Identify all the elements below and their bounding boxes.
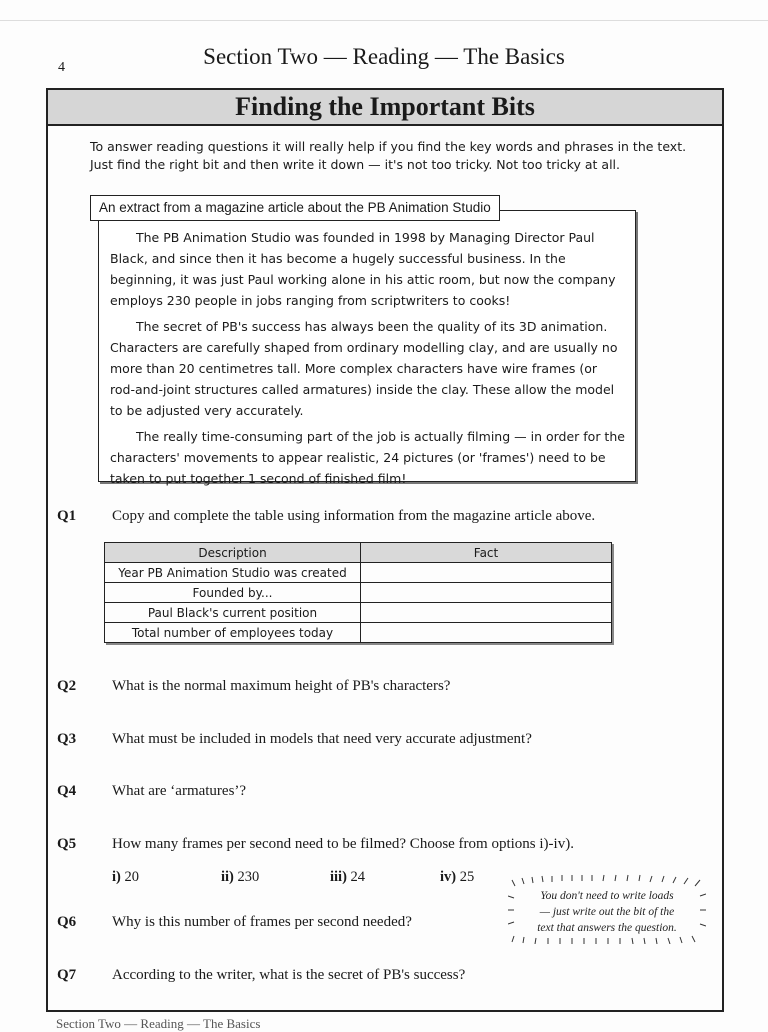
- page-number: 4: [58, 60, 65, 75]
- table-header-row: [105, 543, 612, 563]
- table-row: [105, 603, 612, 623]
- table-row: [105, 623, 612, 643]
- table-row: [105, 583, 612, 603]
- option-i: i) 20: [112, 869, 139, 885]
- question-text-q1: Copy and complete the table using information from the magazine article above.: [112, 508, 596, 524]
- question-number-q7: Q7: [57, 967, 77, 983]
- table-row: [105, 563, 612, 583]
- question-text-q6: Why is this number of frames per second needed?: [112, 914, 412, 930]
- table-cell-fact-blank[interactable]: [361, 563, 612, 583]
- table-cell-description: Founded by...: [105, 583, 361, 603]
- question-text-q2: What is the normal maximum height of PB's characters?: [112, 678, 451, 694]
- tip-line-2: — just write out the bit of the: [539, 906, 675, 918]
- table-cell-description: Paul Black's current position: [105, 603, 361, 623]
- table-cell-description: Year PB Animation Studio was created: [105, 563, 361, 583]
- question-number-q2: Q2: [57, 678, 77, 694]
- tip-line-3: text that answers the question.: [537, 922, 677, 934]
- extract-paragraph-2: The secret of PB's success has always been the quality of its 3D animation. Characters are carefully shaped from ordinary modelling clay, and are usually no more than 20 centimetres tall. More complex characters have wire frames (or rod-and-joint structures called armatures) inside the clay. These allow the model to be adjusted very accurately.: [110, 319, 618, 418]
- extract-paragraph-1: The PB Animation Studio was founded in 1998 by Managing Director Paul Black, and since then it has become a hugely successful business. In the beginning, it was just Paul working alone in his attic room, but now the company employs 230 people in jobs ranging from scriptwriters to cooks!: [110, 230, 616, 308]
- question-text-q3: What must be included in models that need very accurate adjustment?: [112, 731, 532, 747]
- question-text-q7: According to the writer, what is the secret of PB's success?: [112, 967, 466, 983]
- extract-label: An extract from a magazine article about the PB Animation Studio: [90, 195, 500, 221]
- table-cell-fact-blank[interactable]: [361, 583, 612, 603]
- fact-table: [104, 542, 612, 643]
- option-ii: ii) 230: [221, 869, 260, 885]
- table-cell-description: Total number of employees today: [105, 623, 361, 643]
- question-text-q4: What are ‘armatures’?: [112, 783, 247, 799]
- table-header-fact: Fact: [361, 543, 612, 563]
- option-iv: iv) 25: [440, 869, 475, 885]
- question-number-q6: Q6: [57, 914, 77, 930]
- question-number-q1: Q1: [57, 508, 77, 524]
- tip-line-1: You don't need to write loads: [540, 890, 674, 902]
- section-title: Section Two — Reading — The Basics: [203, 44, 565, 69]
- extract-paragraph-3: The really time-consuming part of the job is actually filming — in order for the characters' movements to appear realistic, 24 pictures (or 'frames') need to be taken to put together 1 second of finished film!: [110, 429, 625, 486]
- option-iii: iii) 24: [330, 869, 366, 885]
- tip-text: [516, 888, 698, 936]
- page-title: Finding the Important Bits: [48, 90, 722, 126]
- table-header-description: Description: [105, 543, 361, 563]
- question-number-q4: Q4: [57, 783, 77, 799]
- question-number-q3: Q3: [57, 731, 77, 747]
- table-cell-fact-blank[interactable]: [361, 603, 612, 623]
- intro-line-2: Just find the right bit and then write it down — it's not too tricky. Not too tricky at all.: [90, 157, 620, 172]
- question-text-q5: How many frames per second need to be filmed? Choose from options i)-iv).: [112, 836, 574, 852]
- extract-text: [110, 227, 625, 494]
- footer-section-title: Section Two — Reading — The Basics: [56, 1016, 261, 1031]
- intro-line-1: To answer reading questions it will really help if you find the key words and phrases in the text.: [90, 139, 687, 154]
- scan-edge-rule: [0, 20, 768, 21]
- table-cell-fact-blank[interactable]: [361, 623, 612, 643]
- intro-text: [90, 138, 730, 174]
- question-number-q5: Q5: [57, 836, 77, 852]
